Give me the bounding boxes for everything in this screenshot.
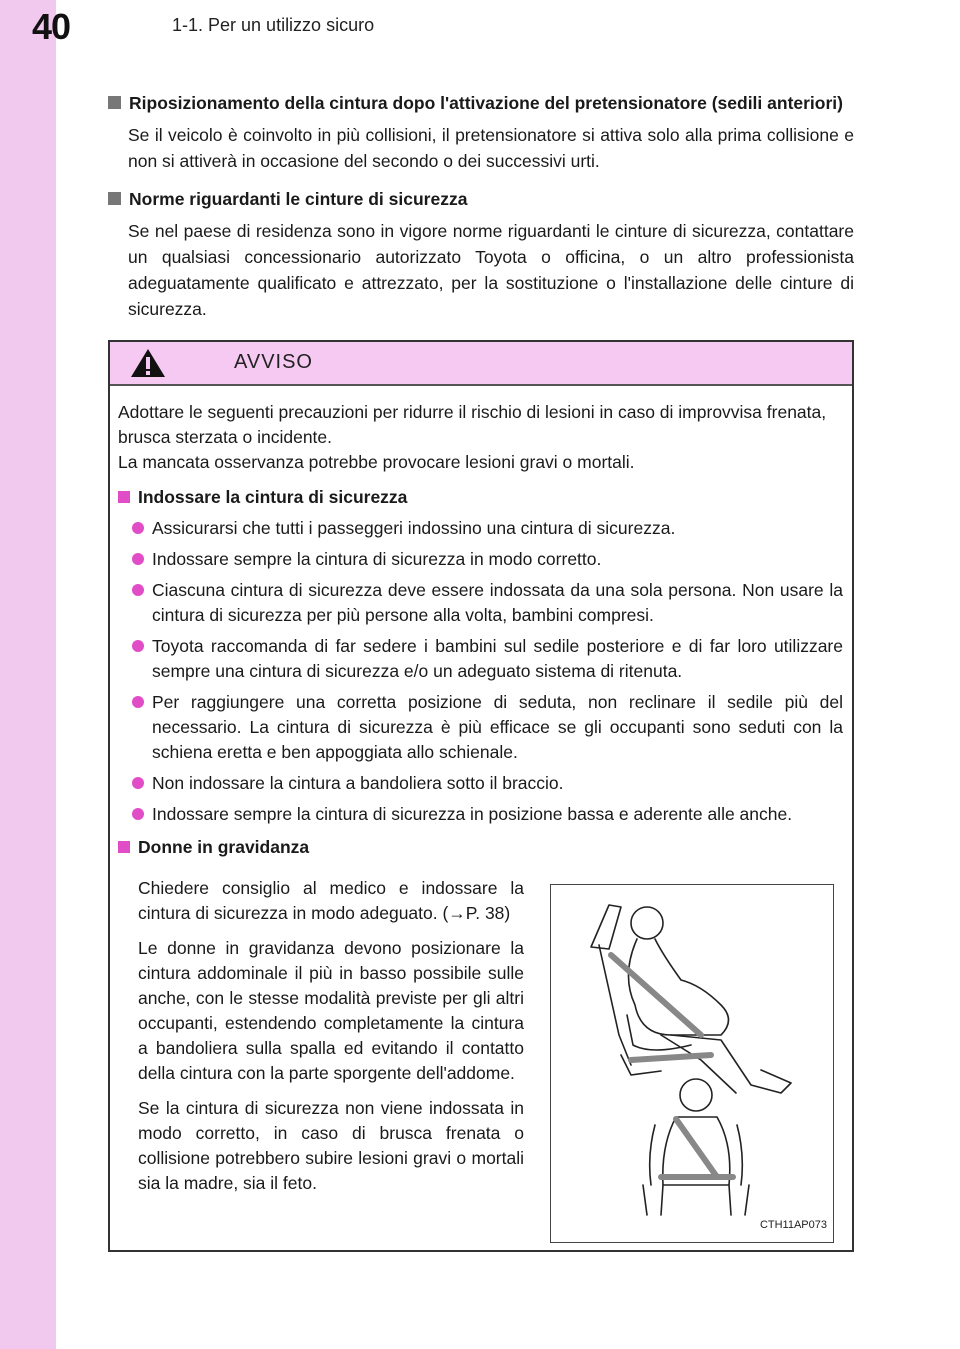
intro-content: [108, 90, 854, 334]
circle-bullet-icon: [132, 640, 144, 652]
pregnancy-section: [118, 866, 843, 1243]
warning-consequence: La mancata osservanza potrebbe provocare lesioni gravi o mortali.: [118, 452, 635, 472]
list-item: Indossare sempre la cintura di sicurezza in posizione bassa e aderente alle anche.: [132, 802, 843, 827]
circle-bullet-icon: [132, 522, 144, 534]
section-pretensioner: [108, 90, 854, 174]
warning-header: [110, 342, 852, 386]
square-bullet-icon: [118, 491, 130, 503]
warning-triangle-icon: [130, 348, 166, 383]
list-item: Non indossare la cintura a bandoliera sotto il braccio.: [132, 771, 843, 796]
figure-code: CTH11AP073: [759, 1219, 827, 1231]
section-body: Se il veicolo è coinvolto in più collisioni, il pretensionatore si attiva solo alla prima collisione e non si attiverà in occasione del secondo o dei successivi urti.: [128, 125, 854, 171]
pregnancy-paragraph: Le donne in gravidanza devono posizionare la cintura addominale il più in basso possibile sulle anche, con le stesse modalità previste per gli altri occupanti, estendendo completamente la cintura a bandoliera sulla spalla ed evitando il contatto della cintura con la parte sporgente dell'addome.: [138, 938, 524, 1083]
section-regulations: [108, 186, 854, 322]
list-item: Assicurarsi che tutti i passeggeri indossino una cintura di sicurezza.: [132, 516, 843, 541]
square-bullet-icon: [118, 841, 130, 853]
pregnant-woman-icon: [551, 885, 833, 1225]
subsection-heading: Indossare la cintura di sicurezza: [118, 485, 843, 510]
circle-bullet-icon: [132, 696, 144, 708]
square-bullet-icon: [108, 96, 121, 109]
list-item: Per raggiungere una corretta posizione di seduta, non reclinare il sedile più del necessario. La cintura di sicurezza è più efficace se gli occupanti sono seduti con la schiena eretta e ben appoggiata allo schienale.: [132, 690, 843, 765]
warning-label: AVVISO: [234, 351, 313, 373]
section-heading: Riposizionamento della cintura dopo l'attivazione del pretensionatore (sedili anteriori): [129, 93, 843, 113]
list-item: Toyota raccomanda di far sedere i bambini sul sedile posteriore e di far loro utilizzare sempre una cintura di sicurezza e/o un adeguato sistema di ritenuta.: [132, 634, 843, 684]
pregnancy-paragraph: Se la cintura di sicurezza non viene indossata in modo corretto, in caso di brusca frenata o collisione potrebbero subire lesioni gravi o mortali sia la madre, sia il feto.: [138, 1098, 524, 1193]
pregnant-seatbelt-illustration: [550, 884, 834, 1243]
warning-intro: Adottare le seguenti precauzioni per ridurre il rischio di lesioni in caso di improvvisa frenata, brusca sterzata o incidente.: [118, 402, 827, 447]
warning-body: [110, 386, 852, 1243]
page-sidebar: [0, 0, 56, 1349]
square-bullet-icon: [108, 192, 121, 205]
page-number: 40: [31, 6, 71, 47]
section-heading: Norme riguardanti le cinture di sicurezza: [129, 189, 468, 209]
list-item: Indossare sempre la cintura di sicurezza in modo corretto.: [132, 547, 843, 572]
circle-bullet-icon: [132, 553, 144, 565]
section-body: Se nel paese di residenza sono in vigore norme riguardanti le cinture di sicurezza, contattare un qualsiasi concessionario autorizzato Toyota o officina, o un altro professionista adeguatamente qualificato e attrezzato, per la sostituzione o l'installazione delle cinture di sicurezza.: [128, 221, 854, 319]
pregnancy-paragraph: Chiedere consiglio al medico e indossare la cintura di sicurezza in modo adeguato. (→P. 38): [138, 878, 524, 923]
circle-bullet-icon: [132, 808, 144, 820]
list-item: Ciascuna cintura di sicurezza deve essere indossata da una sola persona. Non usare la cintura di sicurezza per più persone alla volta, bambini compresi.: [132, 578, 843, 628]
section-title: 1-1. Per un utilizzo sicuro: [172, 15, 375, 35]
warning-box: [108, 340, 854, 1252]
subsection-heading: Donne in gravidanza: [118, 835, 843, 860]
circle-bullet-icon: [132, 584, 144, 596]
circle-bullet-icon: [132, 777, 144, 789]
